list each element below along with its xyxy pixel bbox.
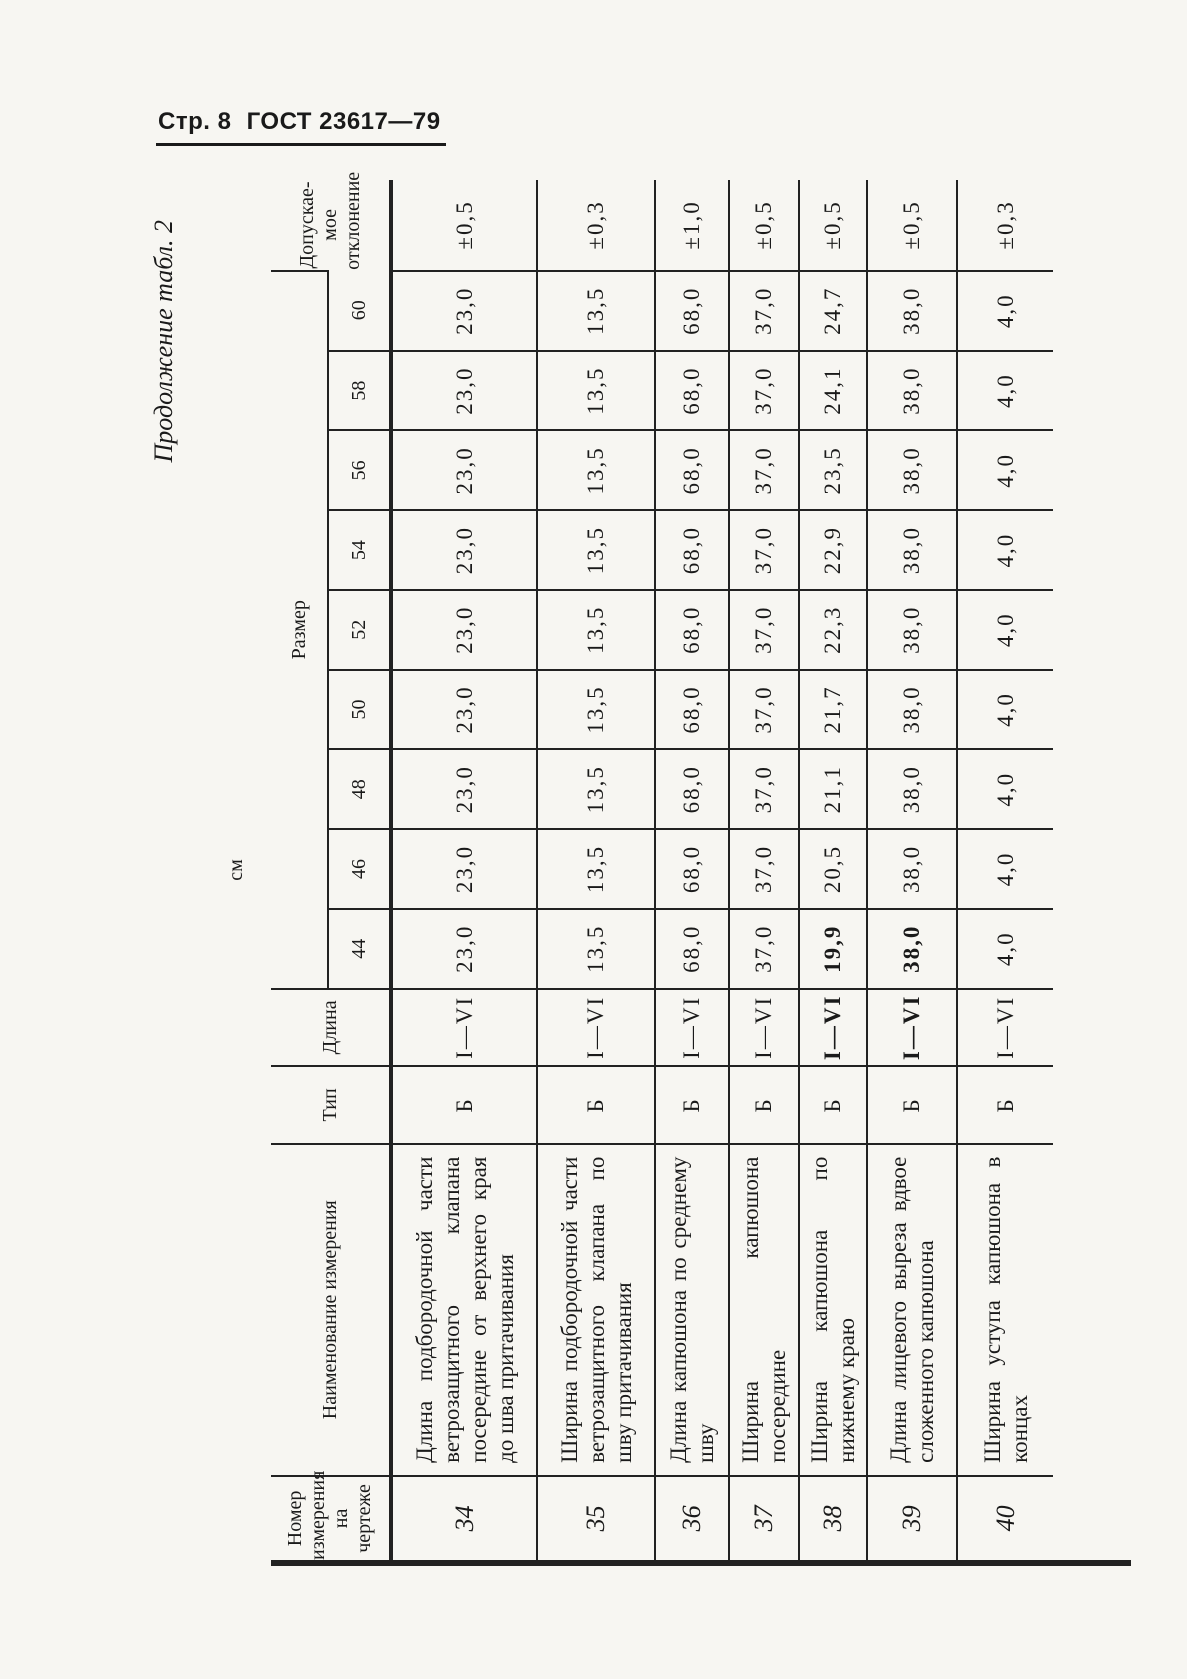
row-value: 38,0	[867, 590, 957, 670]
row-number: 37	[729, 1476, 799, 1560]
row-value: 22,9	[799, 510, 867, 590]
row-value: 37,0	[729, 749, 799, 829]
row-number: 38	[799, 1476, 867, 1560]
row-value: 4,0	[957, 749, 1053, 829]
row-name: Ширина уступа капюшона в концах	[957, 1144, 1053, 1476]
row-value: 23,5	[799, 430, 867, 510]
table-row	[537, 180, 655, 1560]
row-number: 35	[537, 1476, 655, 1560]
row-value: 13,5	[537, 351, 655, 431]
row-value: 24,7	[799, 271, 867, 351]
row-name: Длина капюшона по среднему шву	[655, 1144, 729, 1476]
row-length: I—VI	[867, 989, 957, 1067]
table-row	[799, 180, 867, 1560]
row-value: 4,0	[957, 670, 1053, 750]
row-value: 38,0	[867, 351, 957, 431]
row-tolerance: ±1,0	[655, 180, 729, 271]
header-size: 48	[328, 749, 391, 829]
row-tolerance: ±0,5	[867, 180, 957, 271]
row-value: 13,5	[537, 430, 655, 510]
row-value: 68,0	[655, 909, 729, 989]
row-tolerance: ±0,3	[537, 180, 655, 271]
header-size: 60	[328, 271, 391, 351]
header-size: 44	[328, 909, 391, 989]
row-type: Б	[537, 1066, 655, 1144]
table-row	[867, 180, 957, 1560]
row-value: 37,0	[729, 909, 799, 989]
table-caption: Продолжение табл. 2	[149, 220, 178, 463]
row-value: 38,0	[867, 670, 957, 750]
row-value: 37,0	[729, 351, 799, 431]
row-tolerance: ±0,5	[799, 180, 867, 271]
row-value: 68,0	[655, 271, 729, 351]
row-length: I—VI	[391, 989, 537, 1067]
row-value: 13,5	[537, 510, 655, 590]
row-type: Б	[391, 1066, 537, 1144]
row-value: 23,0	[391, 271, 537, 351]
row-name: Ширина капюшона по нижнему краю	[799, 1144, 867, 1476]
row-value: 23,0	[391, 829, 537, 909]
header-size-group: Размер	[271, 271, 328, 989]
row-value: 13,5	[537, 271, 655, 351]
row-value: 68,0	[655, 829, 729, 909]
table-row	[729, 180, 799, 1560]
row-value: 68,0	[655, 590, 729, 670]
row-value: 4,0	[957, 351, 1053, 431]
row-tolerance: ±0,3	[992, 200, 1018, 250]
row-value: 38,0	[867, 829, 957, 909]
row-value: 38,0	[867, 510, 957, 590]
row-name: Длина лицевого выреза вдвое сложенного капюшона	[867, 1144, 957, 1476]
table-top-rule	[271, 1560, 1131, 1566]
row-value: 37,0	[729, 590, 799, 670]
row-length: I—VI	[799, 989, 867, 1067]
row-value: 23,0	[391, 351, 537, 431]
row-value: 23,0	[391, 430, 537, 510]
row-value: 4,0	[957, 430, 1053, 510]
header-size: 46	[328, 829, 391, 909]
row-tolerance: ±0,5	[729, 180, 799, 271]
row-value: 23,0	[391, 670, 537, 750]
row-length: I—VI	[729, 989, 799, 1067]
row-value: 13,5	[537, 909, 655, 989]
table-row	[655, 180, 729, 1560]
row-name: Длина подбородочной части ветрозащитного клапана посередине от верхнего края до шва притачивания	[391, 1144, 537, 1476]
header-size: 50	[328, 670, 391, 750]
row-number: 36	[655, 1476, 729, 1560]
header-type: Тип	[271, 1066, 391, 1144]
row-value: 4,0	[957, 590, 1053, 670]
row-value: 4,0	[957, 829, 1053, 909]
row-length: I—VI	[655, 989, 729, 1067]
header-tolerance: Допускае-мое отклонение	[271, 180, 391, 271]
row-value: 38,0	[867, 909, 957, 989]
row-value: 23,0	[391, 590, 537, 670]
row-value: 13,5	[537, 829, 655, 909]
row-name: Ширина капюшона посередине	[729, 1144, 799, 1476]
rotated-table-block	[149, 171, 1131, 1560]
header-name: Наименование измерения	[271, 1144, 391, 1476]
table-row	[957, 180, 1053, 1560]
row-value: 38,0	[867, 749, 957, 829]
header-rule	[156, 143, 446, 146]
row-value: 23,0	[391, 749, 537, 829]
header-length: Длина	[271, 989, 391, 1067]
row-value: 4,0	[957, 909, 1053, 989]
header-size: 56	[328, 430, 391, 510]
row-value: 23,0	[391, 909, 537, 989]
row-number: 39	[867, 1476, 957, 1560]
row-value: 38,0	[867, 271, 957, 351]
row-value: 13,5	[537, 670, 655, 750]
row-value: 37,0	[729, 430, 799, 510]
row-number: 34	[391, 1476, 537, 1560]
row-number: 40	[957, 1476, 1053, 1560]
row-length: I—VI	[537, 989, 655, 1067]
row-value: 37,0	[729, 510, 799, 590]
header-size: 52	[328, 590, 391, 670]
row-type: Б	[655, 1066, 729, 1144]
header-size: 58	[328, 351, 391, 431]
row-type: Б	[799, 1066, 867, 1144]
row-value: 68,0	[655, 749, 729, 829]
row-value: 21,7	[799, 670, 867, 750]
row-value: 4,0	[957, 271, 1053, 351]
units-label: см	[225, 859, 247, 881]
row-value: 24,1	[799, 351, 867, 431]
header-number: Номер измерения на чертеже	[271, 1476, 391, 1560]
row-value: 68,0	[655, 351, 729, 431]
row-type: Б	[867, 1066, 957, 1144]
row-value: 13,5	[537, 590, 655, 670]
row-value: 20,5	[799, 829, 867, 909]
row-value: 37,0	[729, 829, 799, 909]
row-tolerance: ±0,5	[391, 180, 537, 271]
row-value: 68,0	[655, 670, 729, 750]
row-value: 37,0	[729, 271, 799, 351]
row-value: 22,3	[799, 590, 867, 670]
row-value: 21,1	[799, 749, 867, 829]
row-type: Б	[957, 1066, 1053, 1144]
row-value: 68,0	[655, 510, 729, 590]
row-value: 19,9	[799, 909, 867, 989]
row-value: 68,0	[655, 430, 729, 510]
header-size: 54	[328, 510, 391, 590]
standard-number: ГОСТ 23617—79	[246, 108, 441, 135]
row-type: Б	[729, 1066, 799, 1144]
row-value: 4,0	[957, 510, 1053, 590]
row-value: 13,5	[537, 749, 655, 829]
row-length: I—VI	[957, 989, 1053, 1067]
row-name: Ширина подбородочной части ветрозащитного клапана по шву притачивания	[537, 1144, 655, 1476]
row-value: 38,0	[867, 430, 957, 510]
measurements-table	[271, 171, 1053, 1560]
row-value: 23,0	[391, 510, 537, 590]
table-row	[391, 180, 537, 1560]
page-number: Стр. 8	[158, 108, 232, 135]
row-value: 37,0	[729, 670, 799, 750]
page-header	[158, 108, 441, 136]
